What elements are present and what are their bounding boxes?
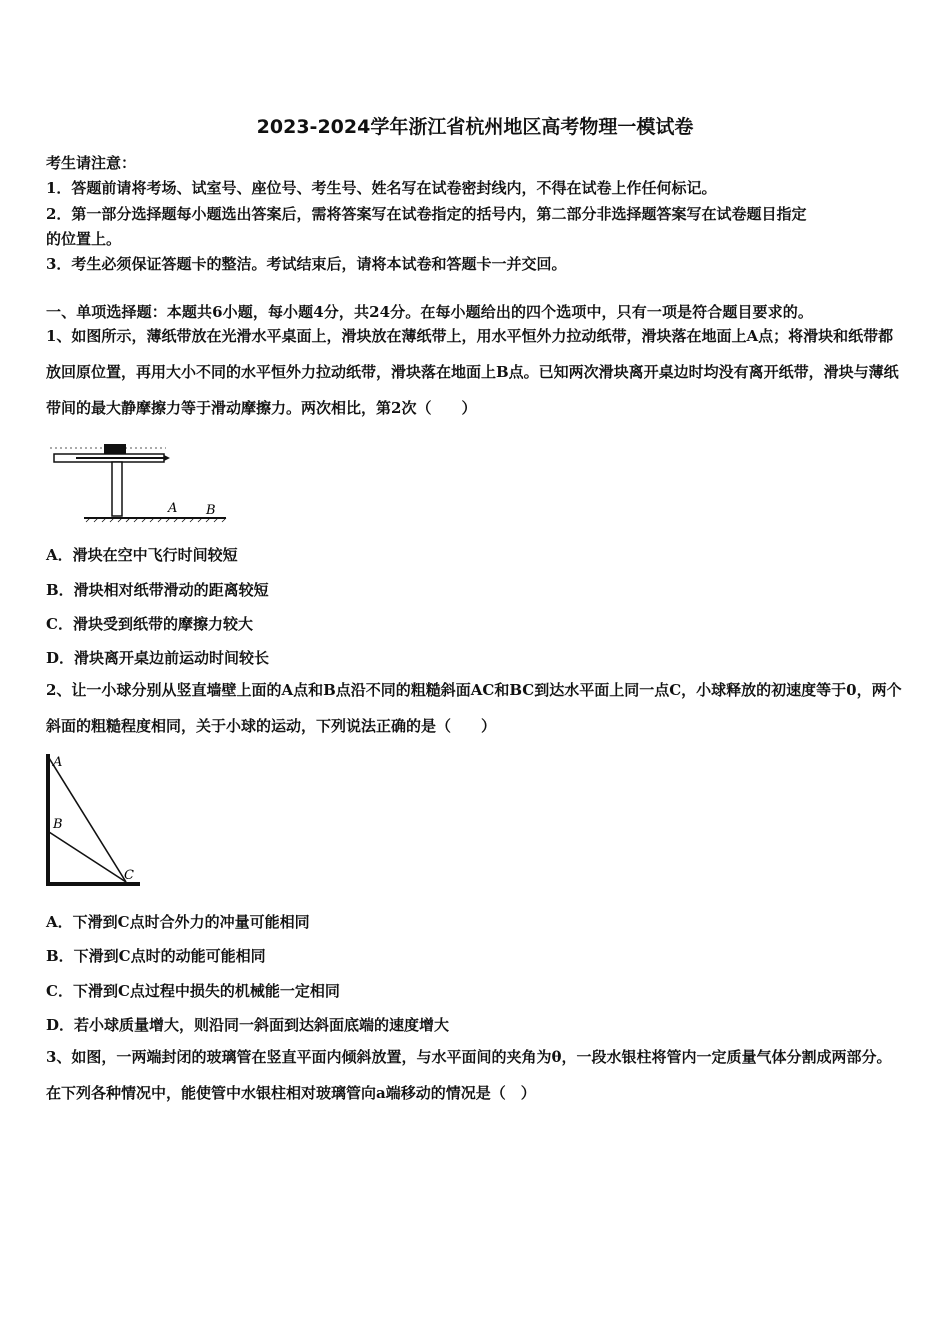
question-2-option-c: C．下滑到C点过程中损失的机械能一定相同	[46, 982, 340, 1000]
question-3-stem: 3、如图，一两端封闭的玻璃管在竖直平面内倾斜放置，与水平面间的夹角为θ，一段水银柱将管内一定质量气体分割成两部分。在下列各种情况中，能使管中水银柱相对玻璃管向a端移动的情况是（ ）	[46, 1048, 892, 1102]
question-1-option-d: D．滑块离开桌边前运动时间较长	[46, 649, 270, 667]
point-c-label: C	[124, 868, 134, 883]
notice-item-3: 3．考生必须保证答题卡的整洁。考试结束后，请将本试卷和答题卡一并交回。	[46, 255, 567, 273]
notice-heading: 考生请注意：	[46, 154, 137, 172]
question-1-option-c: C．滑块受到纸带的摩擦力较大	[46, 615, 253, 633]
pull-arrow-icon	[164, 455, 170, 461]
section-heading: 一、单项选择题：本题共6小题，每小题4分，共24分。在每小题给出的四个选项中，只有一项是符合题目要求的。	[46, 303, 813, 321]
question-2-figure	[44, 752, 144, 888]
slider-block	[104, 444, 126, 454]
point-a-label: A	[53, 755, 63, 770]
question-1-figure	[46, 438, 236, 530]
question-1-option-b: B．滑块相对纸带滑动的距离较短	[46, 581, 269, 599]
question-2-stem: 2、让一小球分别从竖直墙壁上面的A点和B点沿不同的粗糙斜面AC和BC到达水平面上同一点C，小球释放的初速度等于0，两个斜面的粗糙程度相同，关于小球的运动，下列说法正确的是（ ）	[46, 681, 902, 735]
notice-item-1: 1．答题前请将考场、试室号、座位号、考生号、姓名写在试卷密封线内，不得在试卷上作任何标记。	[46, 179, 717, 197]
table-leg	[112, 462, 122, 516]
page-title: 2023-2024学年浙江省杭州地区高考物理一模试卷	[256, 116, 694, 138]
point-b-label: B	[206, 503, 216, 518]
point-b-label: B	[53, 817, 63, 832]
question-2-option-d: D．若小球质量增大，则沿同一斜面到达斜面底端的速度增大	[46, 1016, 450, 1034]
point-a-label: A	[168, 501, 178, 516]
question-1-stem: 1、如图所示，薄纸带放在光滑水平桌面上，滑块放在薄纸带上，用水平恒外力拉动纸带，滑块落在地面上A点；将滑块和纸带都放回原位置，再用大小不同的水平恒外力拉动纸带，滑块落在地面上B点。已知两次滑块离开桌边时均没有离开纸带，滑块与薄纸带间的最大静摩擦力等于滑动摩擦力。两次相比，第2次（ ）	[46, 327, 899, 417]
incline-bc	[49, 832, 126, 882]
question-2-option-b: B．下滑到C点时的动能可能相同	[46, 947, 266, 965]
notice-item-2-cont: 的位置上。	[46, 230, 122, 248]
question-2-option-a: A．下滑到C点时合外力的冲量可能相同	[46, 913, 310, 931]
question-1-option-a: A．滑块在空中飞行时间较短	[46, 546, 238, 564]
notice-item-2: 2．第一部分选择题每小题选出答案后，需将答案写在试卷指定的括号内，第二部分非选择题答案写在试卷题目指定	[46, 205, 807, 223]
